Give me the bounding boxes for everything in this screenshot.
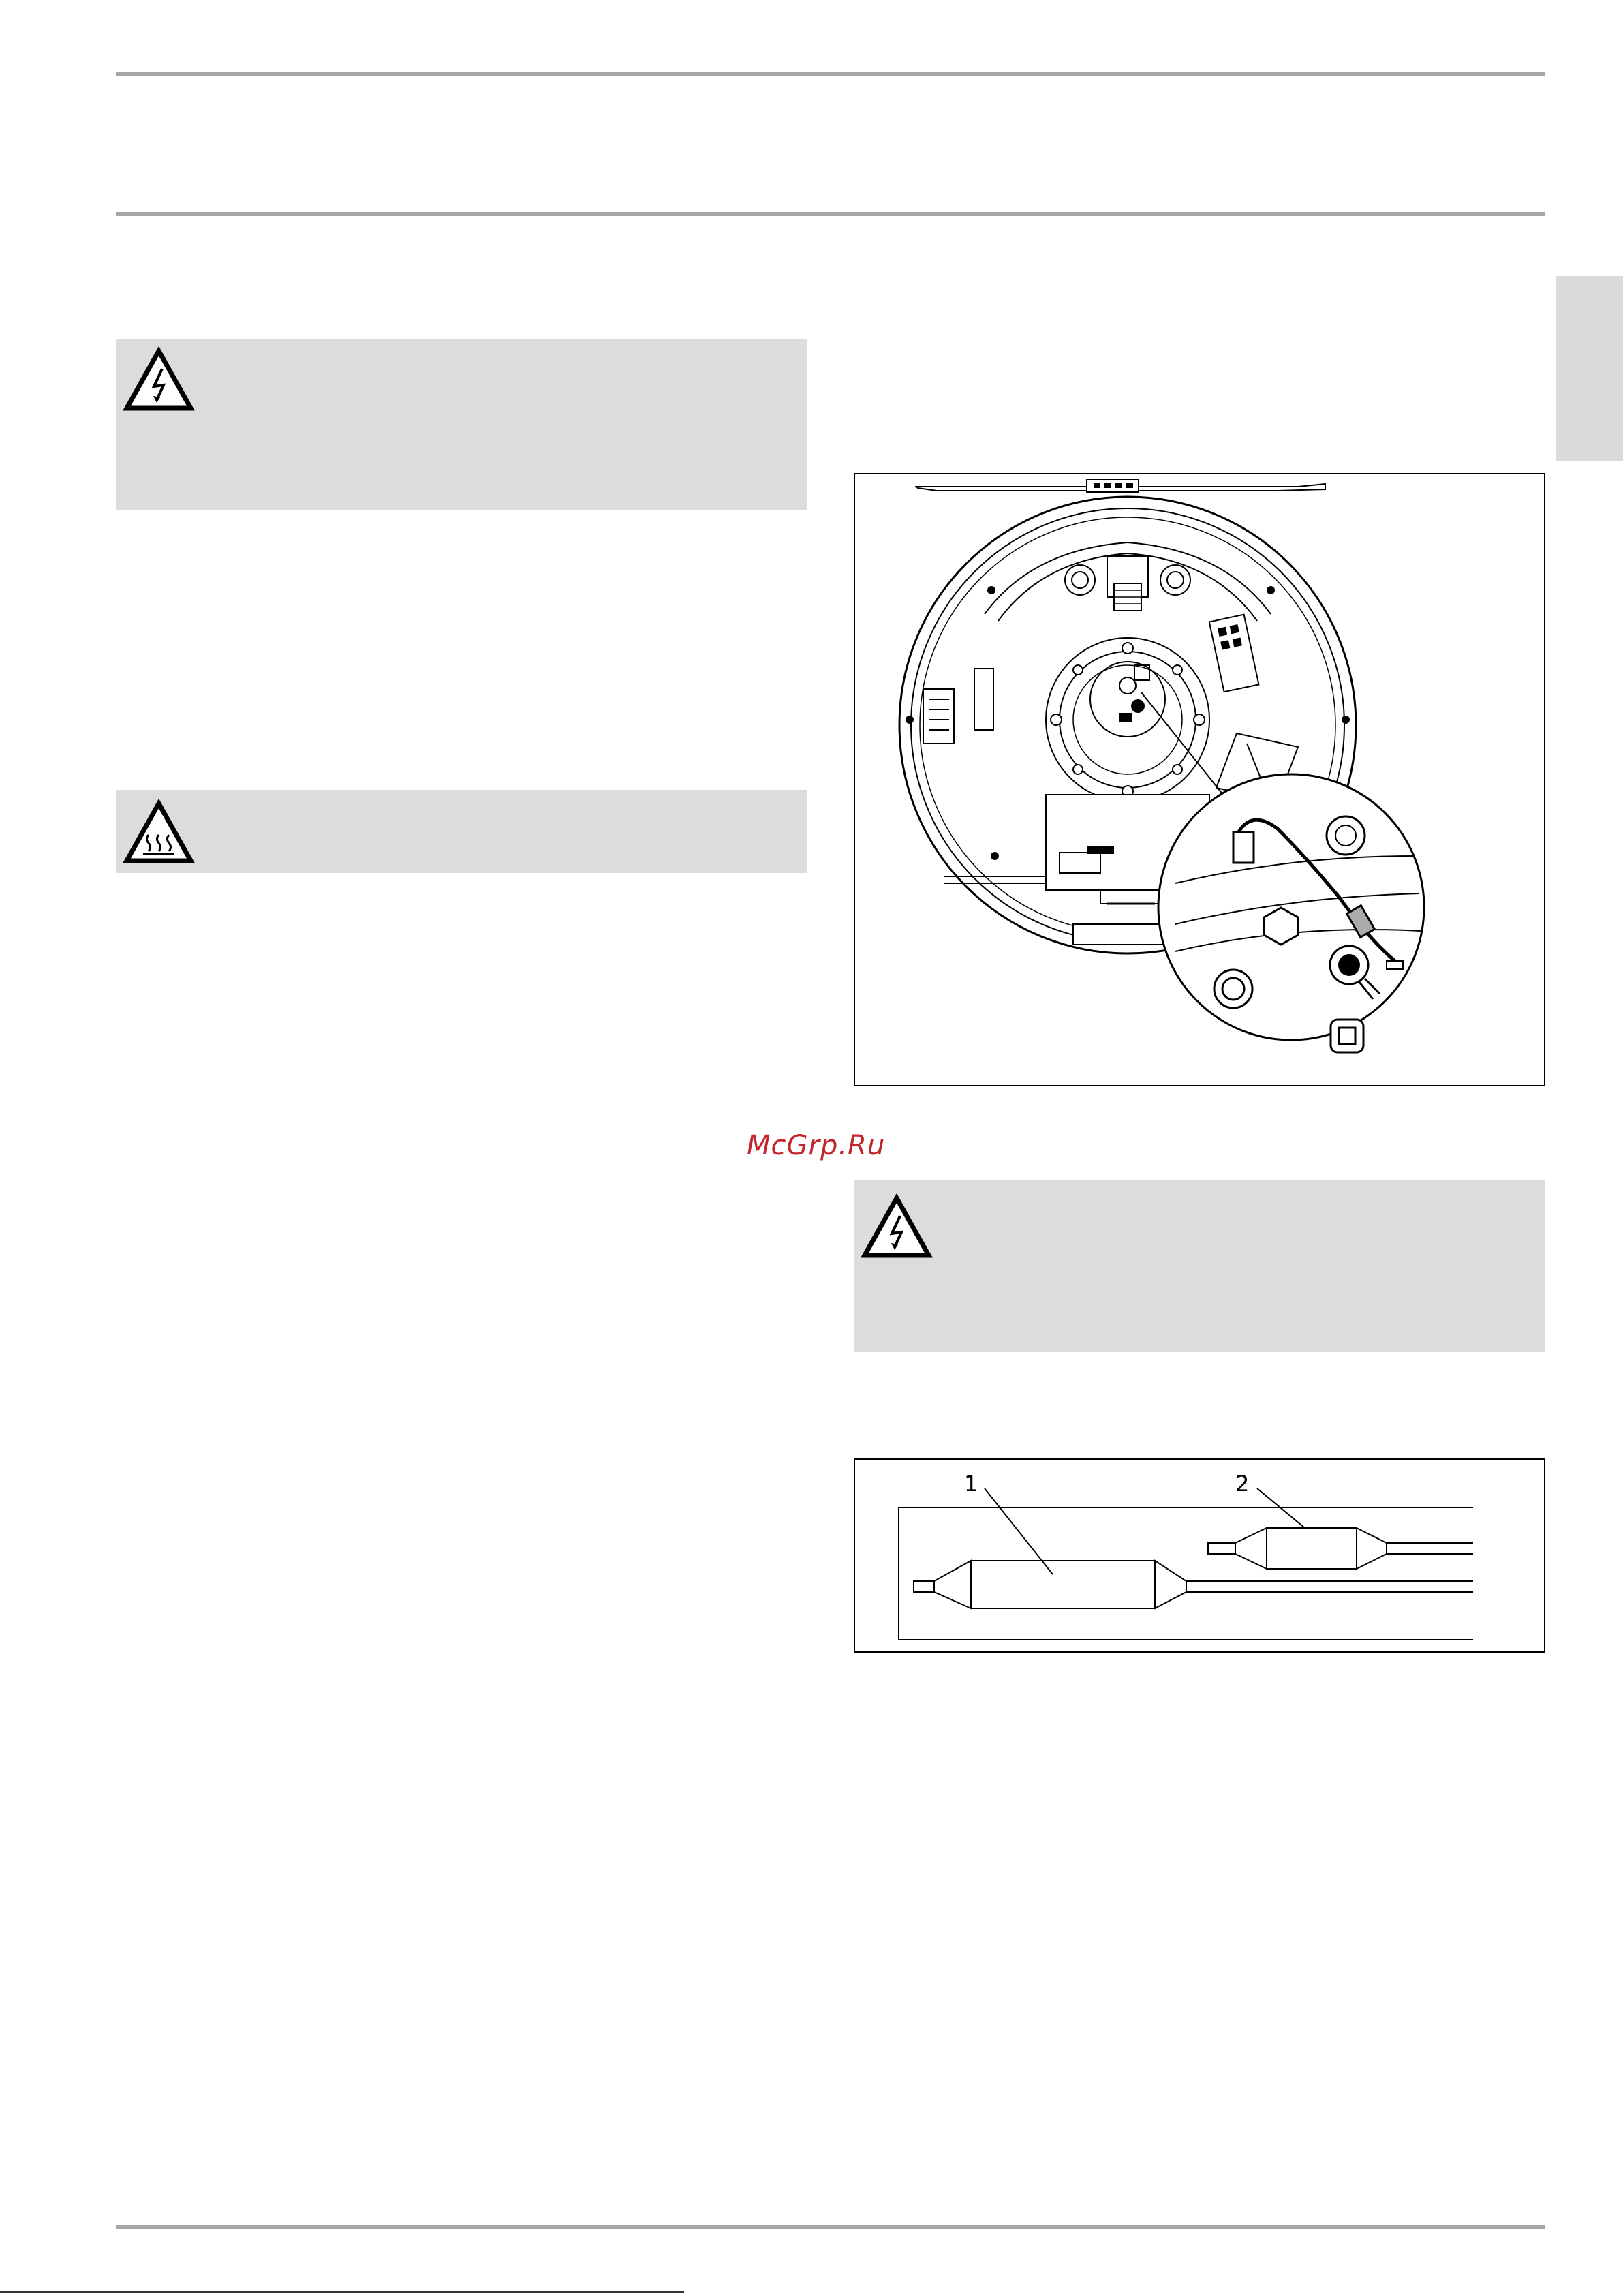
hot-surface-warning-icon [123, 798, 195, 866]
electric-warning-box-right [854, 1180, 1545, 1352]
electric-shock-warning-icon [123, 346, 195, 414]
callout-label-1: 1 [964, 1471, 978, 1497]
electric-shock-warning-icon [861, 1193, 933, 1261]
sensor-sleeve-diagram [855, 1460, 1544, 1651]
appliance-diagram [855, 474, 1544, 1085]
header-rule-top [116, 72, 1545, 76]
footer-rule [116, 2225, 1545, 2229]
chapter-side-tab [1556, 276, 1623, 461]
sensor-sleeve-figure [854, 1458, 1545, 1653]
header-rule-bottom [116, 212, 1545, 216]
callout-label-2: 2 [1235, 1471, 1250, 1497]
page-edge-strip [0, 2291, 684, 2293]
electric-warning-box-left [116, 339, 807, 510]
appliance-diagram-figure [854, 473, 1545, 1086]
hot-surface-warning-box [116, 790, 807, 873]
watermark-text: McGrp.Ru [747, 1130, 886, 1161]
